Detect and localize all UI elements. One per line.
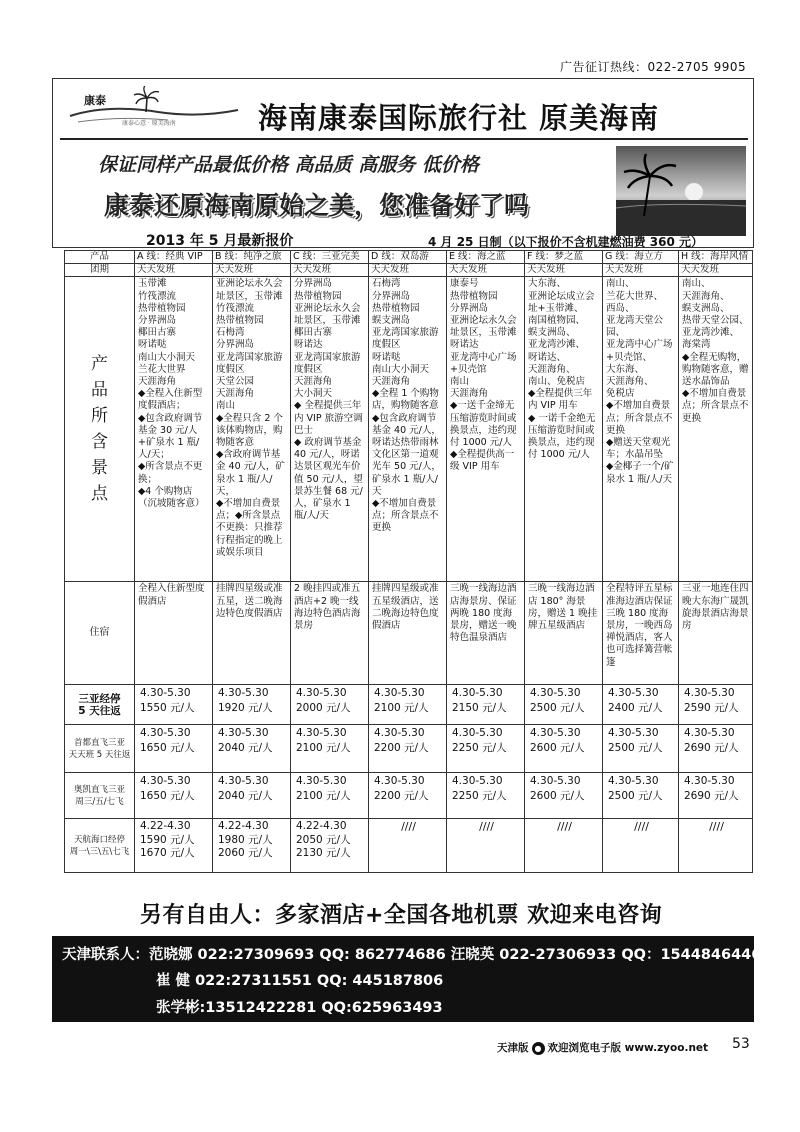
price-cell [213,725,291,773]
hotel-cell: 全程特评五星标准海边酒店保证三晚 180 度海景房，一晚西岛禅悦酒店，客人也可选择篝营帐篷 [603,582,679,685]
price-cell [525,725,603,773]
hotel-cell: 三晚一线海边酒店海景房、保证两晚 180 度海景房，赠送一晚特色温泉酒店 [447,582,525,685]
price-value: 2690 元/人 [684,789,739,802]
column-header: G 线：海立方 [603,251,679,264]
group-day-cell: 天天发班 [291,264,369,277]
date-range: 4.30-5.30 [374,727,425,740]
e-icon: ● [532,1042,545,1055]
contact-line: 天津联系人：范晓娜 022:27309693 QQ: 862774686 汪晓英 022-27306933 QQ：1544846446 [62,947,762,963]
row-label-flight: 奥凯直飞三亚 周三/五/七飞 [65,773,135,819]
price-value: 1550 元/人 [140,701,195,714]
date-range: 4.30-5.30 [684,727,735,740]
hotel-cell: 三亚一地连住四晚大东海广晟凯旋海景酒店海景房 [679,582,753,685]
group-day-cell: 天天发班 [447,264,525,277]
price-cell-empty: //// [369,819,447,873]
price-cell-empty: //// [679,819,753,873]
edition-label: 天津版 [497,1042,529,1054]
price-cell: 4.22-4.30 1590 元/人 1670 元/人 [135,819,213,873]
date-range: 4.30-5.30 [452,775,503,788]
date-range: 4.30-5.30 [452,687,503,700]
spots-cell: 大东海、 亚洲论坛成立会址+玉带滩、 南国植物园、 蜈支洲岛、 亚龙湾沙滩、 呀诺达、 天涯海角、 南山、免税店 ◆全程提供三年内 VIP 用车 ◆ 一诺千金绝无压缩游览时间或换景点，违约现付 1000 元/人 [525,277,603,582]
price-value: 2600 元/人 [530,789,585,802]
price-value: 2100 元/人 [296,741,351,754]
price-cell [525,685,603,725]
row-label-spots: 产 品 所 含 景 点 [65,277,135,582]
price-table [64,250,753,873]
price-cell [679,685,753,725]
contact-line: 张学彬:13512422281 QQ:625963493 [156,1000,443,1016]
row-label-flight: 三亚经停 5 天往返 [65,685,135,725]
date-range: 4.30-5.30 [608,687,659,700]
price-cell-empty: //// [603,819,679,873]
date-range: 4.30-5.30 [530,727,581,740]
price-cell [291,773,369,819]
price-cell [603,685,679,725]
price-cell [369,725,447,773]
price-cell [447,725,525,773]
date-range: 4.30-5.30 [608,727,659,740]
group-row [65,264,753,277]
column-header: E 线：海之蓝 [447,251,525,264]
price-value: 2590 元/人 [684,701,739,714]
price-cell-empty: //// [525,819,603,873]
price-value: 2500 元/人 [608,741,663,754]
price-cell: 4.22-4.30 1980 元/人 2060 元/人 [213,819,291,873]
group-day-cell: 天天发班 [603,264,679,277]
hotel-cell: 全程入住新型度假酒店 [135,582,213,685]
row-label-group: 团期 [65,264,135,277]
price-value: 1650 元/人 [140,789,195,802]
slogan: 保证同样产品最低价格 高品质 高服务 低价格 [98,154,479,176]
price-value: 1920 元/人 [218,701,273,714]
date-range: 4.30-5.30 [374,775,425,788]
palm-tree-icon [132,86,160,114]
spots-cell: 康泰号 热带植物园 分界洲岛 亚洲论坛永久会址景区，玉带滩 呀诺达 亚龙湾中心广场+贝壳馆 南山 天涯海角 ◆一送千金缔无压缩游览时间或换景点，违约现付 1000 元/人 ◆全程提供高一级 VIP 用车 [447,277,525,582]
date-range: 4.30-5.30 [530,775,581,788]
ad-hotline: 广告征订热线：022-2705 9905 [560,60,747,74]
price-value: 2250 元/人 [452,789,507,802]
date-range: 4.30-5.30 [140,687,191,700]
contact-line: 崔 健 022:27311551 QQ: 445187806 [156,973,444,989]
row-label-product: 产品 [65,251,135,264]
price-cell [291,725,369,773]
free-travel-banner: 另有自由人：多家酒店+全国各地机票 欢迎来电咨询 [140,903,663,928]
date-range: 4.30-5.30 [296,727,347,740]
price-value: 2100 元/人 [374,701,429,714]
column-header: A 线：经典 VIP [135,251,213,264]
date-range: 4.30-5.30 [140,775,191,788]
price-cell [447,685,525,725]
price-value: 2200 元/人 [374,741,429,754]
date-range: 4.30-5.30 [374,687,425,700]
price-value: 2040 元/人 [218,741,273,754]
group-day-cell: 天天发班 [213,264,291,277]
price-value: 2500 元/人 [530,701,585,714]
date-range: 4.30-5.30 [684,775,735,788]
hotel-cell: 挂牌四星级或准五星级酒店，送二晚海边特色度假酒店 [369,582,447,685]
footer-link[interactable]: 欢迎浏览电子版 www.zyoo.net [547,1042,709,1054]
date-range: 4.30-5.30 [296,687,347,700]
date-range: 4.30-5.30 [530,687,581,700]
price-cell [369,773,447,819]
page-number: 53 [732,1036,750,1052]
spots-cell: 玉带滩 竹筏漂流 热带植物园 分界洲岛 椰田古寨 呀诺哒 南山大小洞天 兰花大世界 天涯海角 ◆全程入住新型度假酒店； ◆包含政府调节基金 30 元/人+矿泉水 1 瓶/人/天； ◆所含景点不更换； ◆4 个购物店（沉坡随客意） [135,277,213,582]
column-header: D 线：双岛游 [369,251,447,264]
price-cell [369,685,447,725]
logo-subtext: 康泰心意 · 原美海南 [122,120,176,127]
date-range: 4.30-5.30 [218,775,269,788]
agency-title: 海南康泰国际旅行社 原美海南 [258,101,660,135]
spots-cell: 南山、 兰花大世界、 西岛、 亚龙湾天堂公园、 亚龙湾中心广场+贝壳馆、 大东海、 天涯海角、 免税店 ◆不增加自费景点；所含景点不更换 ◆赠送天堂观光车；水晶吊坠 ◆金椰子一个/矿泉水 1 瓶/人/天 [603,277,679,582]
price-value: 2400 元/人 [608,701,663,714]
hotel-cell: 挂牌四星级或准五星，送二晚海边特色度假酒店 [213,582,291,685]
row-label-flight: 天航海口经停 周一\三\五\七飞 [65,819,135,873]
spots-cell: 石梅湾 分界洲岛 热带植物园 蜈支洲岛 亚龙湾国家旅游度假区 呀诺哒 南山大小洞天 天涯海角 ◆全程 1 个购物店，购物随客意 ◆包含政府调节基金 40 元/人，呀诺达热带雨林文化区第一道观光车 50 元/人，矿泉水 1 瓶/人/天 ◆不增加自费景点；所含景点不更换 [369,277,447,582]
date-range: 4.30-5.30 [218,687,269,700]
price-note: 4 月 25 日制（以下报价不含机建燃油费 360 元） [428,235,703,249]
group-day-cell: 天天发班 [135,264,213,277]
headline: 康泰还原海南原始之美，您准备好了吗 [104,191,530,220]
date-range: 4.30-5.30 [140,727,191,740]
date-range: 4.30-5.30 [452,727,503,740]
price-cell [135,773,213,819]
group-day-cell: 天天发班 [525,264,603,277]
price-cell [525,773,603,819]
price-cell [135,685,213,725]
hotel-cell: 2 晚挂四或准五酒店+2 晚一线海边特色酒店海景房 [291,582,369,685]
hotel-cell: 三晚一线海边酒店 180° 海景房，赠送 1 晚挂牌五星级酒店 [525,582,603,685]
price-cell [213,773,291,819]
hotel-row [65,582,753,685]
price-cell [213,685,291,725]
date-range: 4.30-5.30 [218,727,269,740]
spots-cell: 分界洲岛 热带植物园 亚洲论坛永久会址景区，玉带滩 椰田古寨 呀诺达 亚龙湾国家旅游度假区 天涯海角 大小洞天 ◆ 全程提供三年内 VIP 旅游空调巴士 ◆ 政府调节基金 40 元/人，呀诺达景区观光车价值 50 元/人，望景苏生餐 68 元/人，矿泉水 1 瓶/人/天 [291,277,369,582]
price-row [65,685,753,725]
price-value: 2200 元/人 [374,789,429,802]
price-value: 2040 元/人 [218,789,273,802]
price-value: 2600 元/人 [530,741,585,754]
price-value: 2000 元/人 [296,701,351,714]
product-row [65,251,753,264]
title-divider [60,138,748,140]
logo-text: 康泰 [84,94,106,107]
price-cell [447,773,525,819]
price-row [65,773,753,819]
date-range: 4.30-5.30 [296,775,347,788]
column-header: C 线：三亚完美 [291,251,369,264]
price-cell [135,725,213,773]
price-row [65,819,753,873]
spots-row [65,277,753,582]
price-cell-empty: //// [447,819,525,873]
price-cell: 4.22-4.30 2050 元/人 2130 元/人 [291,819,369,873]
price-cell [603,725,679,773]
beach-photo [616,146,746,236]
date-range: 4.30-5.30 [608,775,659,788]
price-value: 1650 元/人 [140,741,195,754]
spots-cell: 南山、 天涯海角、 蜈支洲岛、 热带天堂公园、亚龙湾沙滩、 海棠湾 ◆全程无购物，购物随客意，赠送水晶饰品 ◆不增加自费景点；所含景点不更换 [679,277,753,582]
date-range: 4.30-5.30 [684,687,735,700]
group-day-cell: 天天发班 [679,264,753,277]
price-value: 2100 元/人 [296,789,351,802]
price-cell [291,685,369,725]
price-value: 2250 元/人 [452,741,507,754]
price-value: 2150 元/人 [452,701,507,714]
price-cell [679,773,753,819]
price-value: 2690 元/人 [684,741,739,754]
group-day-cell: 天天发班 [369,264,447,277]
price-row [65,725,753,773]
price-cell [603,773,679,819]
row-label-flight: 首都直飞三亚 天天班 5 天往返 [65,725,135,773]
column-header: B 线：纯净之旅 [213,251,291,264]
column-header: F 线：梦之蓝 [525,251,603,264]
spots-cell: 亚洲论坛永久会址景区，玉带滩 竹筏漂流 热带植物园 石梅湾 分界洲岛 亚龙湾国家旅游度假区 天堂公园 天涯海角 南山 ◆全程只含 2 个该体购物店，购物随客意 ◆含政府调节基金 40 元/人，矿泉水 1 瓶/人/天， ◆不增加自费景点；◆所含景点不更换：只推荐行程指定的晚上或娱乐项目 [213,277,291,582]
price-update-date: 2013 年 5 月最新报价 [146,233,294,249]
price-cell [679,725,753,773]
footer [497,1040,708,1055]
row-label-hotel: 住宿 [65,582,135,685]
price-value: 2500 元/人 [608,789,663,802]
column-header: H 线：海岸风情 [679,251,753,264]
